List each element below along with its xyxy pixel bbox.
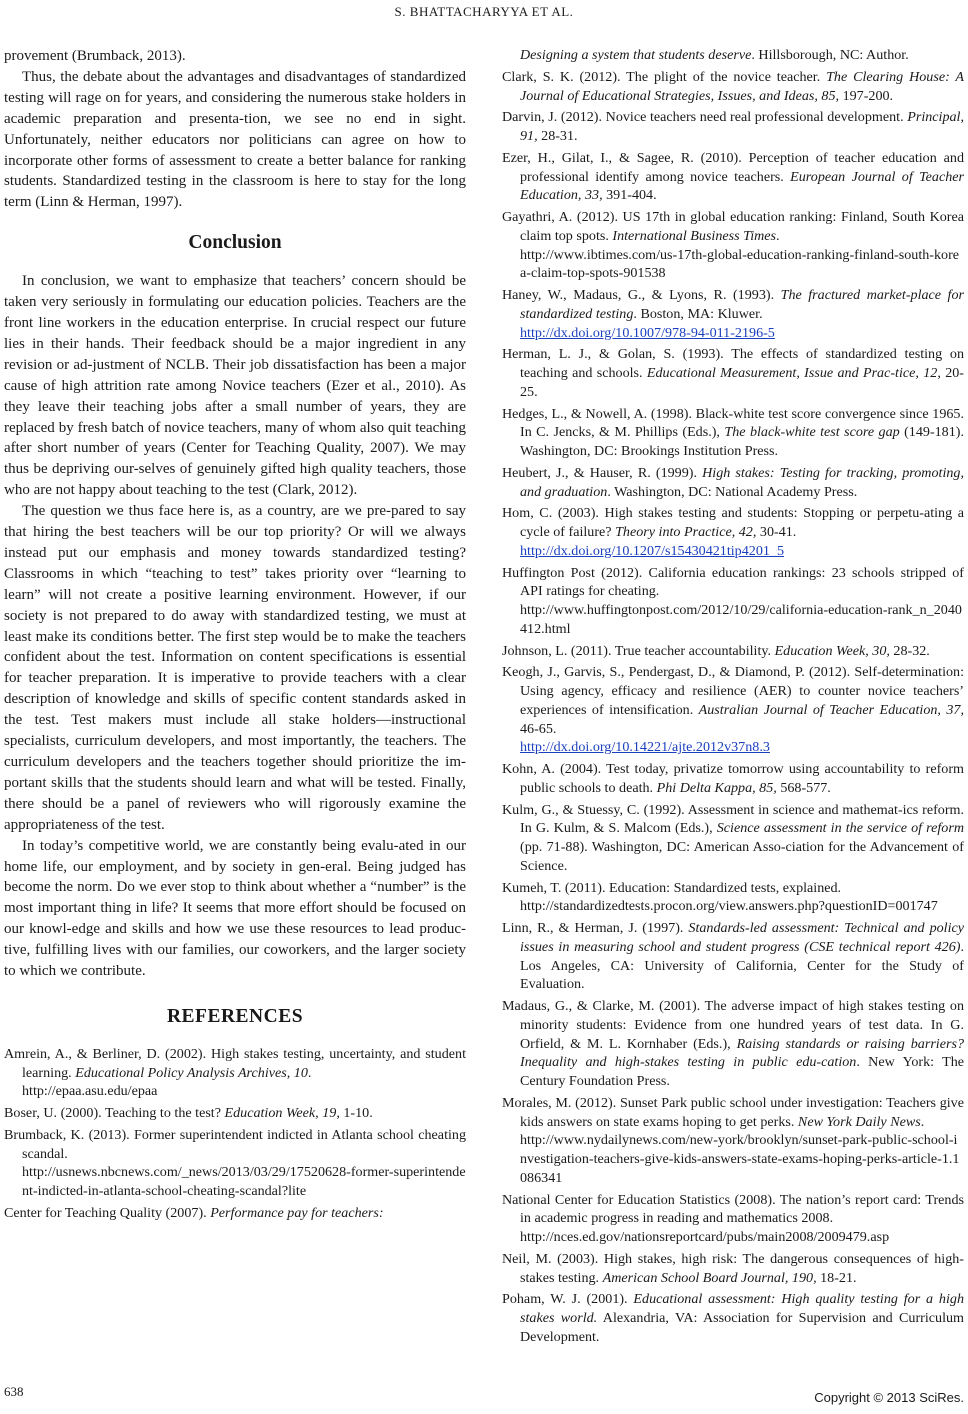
reference-italic: Educational assessment: High quality testing for a high stakes world. [520, 1291, 964, 1326]
reference-entry [502, 345, 964, 401]
paragraph: In conclusion, we want to emphasize that teachers’ concern should be taken very seriously in formulating our education policies. Teachers are the front line workers in the education enterprise. In crucial respect our future lies in their hands. Their feedback should be a major ingredient in any revision or ad-justment of NCLB. Their job dissatisfaction has been a major cause of high attrition rate among Novice teachers (Ezer et al., 2010). As they leave their teaching jobs after a small number of years, they are replaced by fresh batch of novice teachers, many of whom also quit teaching after short number of years (Center for Teaching Quality, 2007). We may thus be depriving our-selves of genuinely gifted high quality teachers, those who are not happy about teaching to the test (Clark, 2012). [4, 273, 466, 499]
reference-entry [502, 919, 964, 994]
reference-entry [502, 504, 964, 560]
section-heading-conclusion: Conclusion [188, 232, 282, 254]
reference-list [4, 1045, 466, 1223]
reference-text: 1-10. [339, 1105, 373, 1122]
reference-text: (pp. 71-88). Washington, DC: American Asso-ciation for the Advancement of Science. [520, 839, 964, 874]
reference-entry [502, 108, 964, 146]
page-number: 638 [4, 1384, 24, 1399]
reference-url: http://www.nydailynews.com/new-york/brooklyn/sunset-park-public-school-investigation-teachers-give-kids-answers-state-exams-hoping-perks-article-1.1086341 [520, 1132, 960, 1186]
reference-italic: High stakes: Testing for tracking, promoting, and graduation [520, 464, 964, 500]
reference-text: Johnson, L. (2011). True teacher accountability. [502, 642, 775, 659]
paragraph: In today’s competitive world, we are constantly being evalu-ated in our home life, our employment, and by society in gen-eral. Being judged has become the norm. Do we ever stop to think about whether a “number” is the most important thing in life? It seems that more effort should be focused on our knowl-edge and skills and how we use these resources to lead produc-tive, fulfilling lives with our families, our coworkers, and the larger society to which we contribute. [4, 837, 466, 980]
reference-entry [502, 405, 964, 461]
reference-list [502, 46, 964, 1347]
reference-entry [502, 68, 964, 106]
reference-text: 28-32. [889, 642, 930, 659]
reference-text: . [776, 227, 780, 244]
reference-text: . Washington, DC: National Academy Press. [607, 483, 858, 500]
reference-text: (149-181). Washington, DC: Brookings Institution Press. [520, 424, 964, 459]
reference-italic: American School Board Journal, 190, [602, 1269, 817, 1286]
reference-italic: Educational Policy Analysis Archives, 10 [75, 1064, 308, 1081]
reference-text: Center for Teaching Quality (2007). [4, 1204, 211, 1221]
reference-entry [502, 1250, 964, 1288]
reference-italic: Educational Measurement, Issue and Prac-tice, 12, [646, 365, 941, 381]
reference-italic: The black-white test score gap [724, 424, 900, 441]
reference-italic: Raising standards or raising barriers? Inequality and high-stakes testing in public edu-cation [520, 1035, 964, 1071]
reference-text: . New York: The Century Foundation Press. [520, 1054, 964, 1089]
reference-text: Madaus, G., & Clarke, M. (2001). The adverse impact of high stakes testing on minority students: Evidence from one hundred years of test data. In G. Orfield, & M. L. Kornhaber (Eds.), [502, 998, 964, 1052]
reference-text: Keogh, J., Garvis, S., Pendergast, D., & Diamond, P. (2012). Self-determination: Using agency, efficacy and resilience (AER) to counter novice teachers’ experiences of intensification. [502, 664, 964, 718]
paragraph: Thus, the debate about the advantages and disadvantages of standardized testing will rage on for years, and considering the numerous stake holders in academic preparation and presenta-tion, we see no end in sight. Unfortunately, neither educators nor politicians can agree on how to incorporate other forms of assessment to create a better balance for ranking students. Standardized testing in the classroom is here to stay for the long term (Linn & Herman, 1997). [4, 68, 466, 211]
reference-italic: Australian Journal of Teacher Education, 37, [698, 701, 964, 718]
reference-text: Heubert, J., & Hauser, R. (1999). [502, 464, 703, 481]
reference-italic: Principal, 91, [520, 109, 964, 144]
reference-text: 18-21. [816, 1269, 857, 1286]
reference-text: Hedges, L., & Nowell, A. (1998). Black-white test score convergence since 1965. In C. Jencks, & M. Phillips (Eds.), [502, 405, 964, 441]
reference-text: 391-404. [602, 187, 657, 204]
reference-italic: Science assessment in the service of reform [716, 820, 965, 837]
reference-entry [502, 801, 964, 876]
reference-text: 197-200. [839, 87, 894, 104]
reference-text: . [307, 1064, 312, 1081]
reference-text: 20-25. [520, 365, 964, 400]
reference-text: Clark, S. K. (2012). The plight of the novice teacher. [502, 68, 827, 85]
reference-text: 568-577. [776, 779, 831, 796]
reference-text: National Center for Education Statistics (2008). The nation’s report card: Trends in academic progress in reading and mathematics 2008. [502, 1191, 964, 1227]
reference-entry [502, 760, 964, 798]
reference-url: http://standardizedtests.procon.org/view.answers.php?questionID=001747 [520, 898, 938, 915]
reference-text: . Boston, MA: Kluwer. [633, 305, 763, 322]
paragraph: provement (Brumback, 2013). [4, 48, 186, 64]
reference-entry [502, 879, 964, 917]
reference-text: Huffington Post (2012). California education rankings: 23 schools stripped of API ratings for cheating. [502, 564, 964, 600]
reference-italic: Theory into Practice, 42, [615, 524, 757, 540]
reference-text: Brumback, K. (2013). Former superintendent indicted in Atlanta school cheating scandal. [4, 1126, 466, 1162]
reference-entry [502, 564, 964, 639]
left-column [4, 46, 466, 1226]
reference-entry [502, 663, 964, 757]
reference-text: Alexandria, VA: Association for Supervision and Curriculum Development. [520, 1310, 964, 1345]
reference-entry [502, 46, 964, 65]
reference-text: Linn, R., & Herman, J. (1997). [502, 920, 689, 936]
reference-entry [502, 997, 964, 1091]
reference-entry [502, 1290, 964, 1346]
reference-text: Ezer, H., Gilat, I., & Sagee, R. (2010). Perception of teacher education and professional identify among novice teachers. [502, 149, 964, 185]
section-heading-references: REFERENCES [166, 1005, 304, 1027]
reference-entry [502, 1191, 964, 1247]
reference-entry [502, 208, 964, 283]
reference-text: Kohn, A. (2004). Test today, privatize tomorrow using accountability to reform public schools to death. [502, 761, 964, 796]
reference-italic: New York Daily News [797, 1113, 921, 1130]
reference-text: Amrein, A., & Berliner, D. (2002). High stakes testing, uncertainty, and student learning. [4, 1045, 466, 1081]
reference-text: 30-41. [756, 524, 797, 540]
reference-entry [4, 1204, 466, 1223]
reference-text: Herman, L. J., & Golan, S. (1993). The effects of standardized testing on teaching and schools. [502, 346, 964, 381]
reference-italic: The Clearing House: A Journal of Educational Strategies, Issues, and Ideas, 85, [520, 68, 964, 104]
reference-text: Boser, U. (2000). Teaching to the test? [4, 1105, 225, 1122]
paragraph: The question we thus face here is, as a country, are we pre-pared to say that hiring the best teachers will be our top priority? Or will we always instead put our emphasis and money towards standardized testing? Classrooms in which “teaching to test” takes priority over “learning to learn” will not create a positive learning environment. However, if our society is not prepared to do away with standardized testing, we must at least make its conditions better. The first step would be to make the teachers confident about the test. Information on content specifications is essential for teacher preparation. It is imperative to provide teachers with a clear description of knowledge and skills of specific content standards asked in the test. Test makers must include all stake holders—instructional specialists, curriculum developers, and most importantly, the teachers. The curriculum developers and the teachers together should prioritize the im-portant skills that the students should learn and what will be tested. Finally, there should be a panel of reviewers who will rigorously examine the appropriateness of the test. [4, 503, 466, 833]
right-column [502, 46, 964, 1350]
reference-entry [4, 1104, 466, 1123]
reference-url: http://www.huffingtonpost.com/2012/10/29/california-education-rank_n_2040412.html [520, 602, 962, 637]
reference-text: 28-31. [537, 128, 578, 144]
reference-text: Haney, W., Madaus, G., & Lyons, R. (1993). [502, 287, 781, 303]
reference-entry [4, 1126, 466, 1201]
reference-italic: European Journal of Teacher Education, 33, [520, 168, 965, 204]
reference-entry [502, 149, 964, 205]
running-head: S. BHATTACHARYYA ET AL. [394, 4, 574, 19]
reference-italic: Standards-led assessment: Technical and policy issues in measuring school and student progress (CSE technical report 426) [520, 920, 965, 955]
reference-url: http://epaa.asu.edu/epaa [22, 1083, 158, 1100]
reference-text: Morales, M. (2012). Sunset Park public school under investigation: Teachers give kids answers on state exams hoping to get perks. [502, 1094, 964, 1130]
reference-italic: Education Week, 30, [774, 642, 890, 659]
reference-italic: Performance pay for teachers: [210, 1204, 384, 1221]
reference-entry [502, 464, 964, 502]
reference-italic: Education Week, 19, [224, 1105, 340, 1122]
reference-text: Darvin, J. (2012). Novice teachers need real professional development. [502, 109, 908, 126]
reference-text: Kumeh, T. (2011). Education: Standardized tests, explained. [502, 879, 842, 896]
reference-text: Neil, M. (2003). High stakes, high risk: The dangerous consequences of high-stakes testing. [502, 1250, 964, 1286]
reference-entry [4, 1045, 466, 1101]
reference-text: Hom, C. (2003). High stakes testing and students: Stopping or perpetu-ating a cycle of failure? [502, 505, 964, 540]
reference-italic: Designing a system that students deserve [520, 47, 752, 63]
reference-text: . Hillsborough, NC: Author. [751, 47, 909, 63]
reference-text: Gayathri, A. (2012). US 17th in global education ranking: Finland, South Korea claim top spots. [502, 209, 964, 244]
reference-entry [502, 286, 964, 342]
reference-doi-link[interactable]: http://dx.doi.org/10.1007/978-94-011-2196-5 [520, 324, 775, 341]
reference-url: http://nces.ed.gov/nationsreportcard/pubs/main2008/2009479.asp [520, 1229, 890, 1245]
reference-text: . Los Angeles, CA: University of California, Center for the Study of Evaluation. [520, 938, 964, 993]
reference-doi-link[interactable]: http://dx.doi.org/10.1207/s15430421tip4201_5 [520, 542, 785, 559]
reference-text: Poham, W. J. (2001). [502, 1291, 634, 1308]
reference-url: http://usnews.nbcnews.com/_news/2013/03/29/17520628-former-superintendent-indicted-in-atlanta-school-cheating-scandal?lite [22, 1164, 466, 1200]
reference-entry [502, 642, 964, 661]
reference-text: Kulm, G., & Stuessy, C. (1992). Assessment in science and mathemat-ics reform. In G. Kulm, & S. Malcom (Eds.), [502, 801, 964, 837]
reference-text: 46-65. [520, 720, 557, 737]
reference-doi-link[interactable]: http://dx.doi.org/10.14221/ajte.2012v37n8.3 [520, 739, 770, 756]
reference-italic: The fractured market-place for standardized testing [520, 287, 965, 322]
copyright-notice: Copyright © 2013 SciRes. [814, 1390, 964, 1405]
reference-text: . [920, 1113, 925, 1130]
reference-url: http://www.ibtimes.com/us-17th-global-education-ranking-finland-south-korea-claim-top-spots-901538 [520, 246, 960, 282]
reference-entry [502, 1094, 964, 1188]
reference-italic: International Business Times [612, 227, 777, 244]
reference-italic: Phi Delta Kappa, 85, [656, 779, 777, 796]
